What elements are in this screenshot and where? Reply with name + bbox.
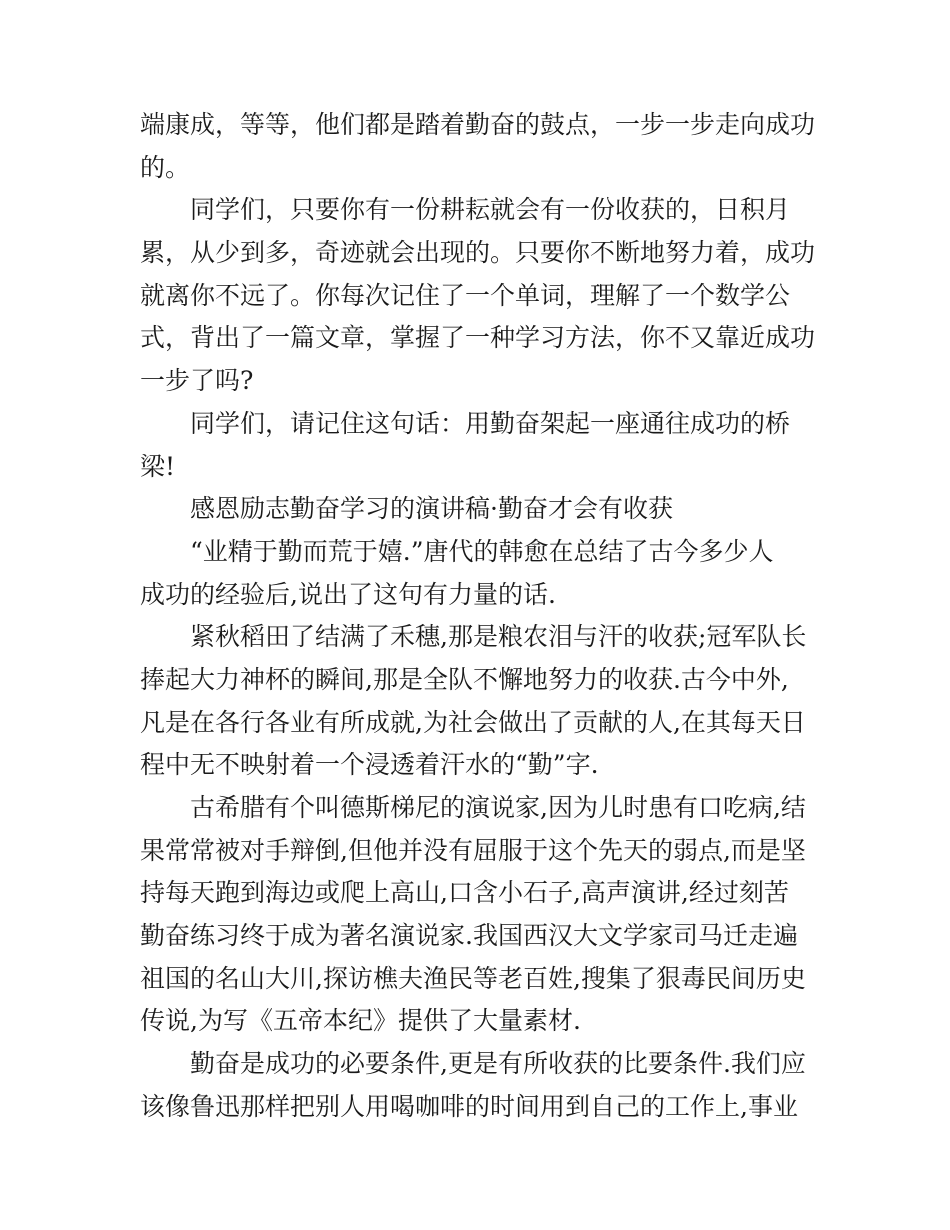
text-line: 累，从少到多，奇迹就会出现的。只要你不断地努力着，成功 <box>140 238 816 268</box>
text-line: 凡是在各行各业有所成就,为社会做出了贡献的人,在其每天日 <box>140 707 806 737</box>
text-line: 传说,为写《五帝本纪》提供了大量素材. <box>140 1006 581 1036</box>
text-line: 一步了吗? <box>140 366 254 396</box>
text-line: 的。 <box>140 152 191 182</box>
paragraph <box>140 104 820 189</box>
text-line: 捧起大力神杯的瞬间,那是全队不懈地努力的收获.古今中外, <box>140 664 789 694</box>
text-line: “业精于勤而荒于嬉.”唐代的韩愈在总结了古今多少人 <box>190 536 774 566</box>
document-body <box>140 104 820 1129</box>
paragraph <box>140 403 820 488</box>
text-line: 紧秋稻田了结满了禾穗,那是粮农泪与汗的收获;冠军队长 <box>190 622 807 652</box>
paragraph <box>140 189 820 402</box>
paragraph <box>140 616 820 787</box>
text-line: 勤奋练习终于成为著名演说家.我国西汉大文学家司马迁走遍 <box>140 921 798 951</box>
text-line: 勤奋是成功的必要条件,更是有所收获的比要条件.我们应 <box>190 1049 806 1079</box>
text-line: 梁! <box>140 451 176 481</box>
text-line: 祖国的名山大川,探访樵夫渔民等老百姓,搜集了狠毒民间历史 <box>140 963 806 993</box>
text-line: 式，背出了一篇文章，掌握了一种学习方法，你不又靠近成功 <box>140 323 816 353</box>
text-line: 同学们，请记住这句话：用勤奋架起一座通往成功的桥 <box>190 408 791 438</box>
text-line: 就离你不远了。你每次记住了一个单词，理解了一个数学公 <box>140 280 791 310</box>
section-title <box>140 488 820 531</box>
text-line: 同学们，只要你有一份耕耘就会有一份收获的，日积月 <box>190 195 791 225</box>
paragraph <box>140 1043 820 1128</box>
text-line: 成功的经验后,说出了这句有力量的话. <box>140 579 556 609</box>
text-line: 该像鲁迅那样把别人用喝咖啡的时间用到自己的工作上,事业 <box>140 1091 798 1121</box>
text-line: 果常常被对手辩倒,但他并没有屈服于这个先天的弱点,而是坚 <box>140 835 806 865</box>
paragraph <box>140 787 820 1043</box>
text-line: 端康成，等等，他们都是踏着勤奋的鼓点，一步一步走向成功 <box>140 110 816 139</box>
text-line: 古希腊有个叫德斯梯尼的演说家,因为儿时患有口吃病,结 <box>190 793 806 822</box>
text-line: 持每天跑到海边或爬上高山,口含小石子,高声演讲,经过刻苦 <box>140 878 789 908</box>
text-line: 程中无不映射着一个浸透着汗水的“勤”字. <box>140 750 599 780</box>
title-line: 感恩励志勤奋学习的演讲稿·勤奋才会有收获 <box>190 494 673 524</box>
paragraph <box>140 531 820 616</box>
